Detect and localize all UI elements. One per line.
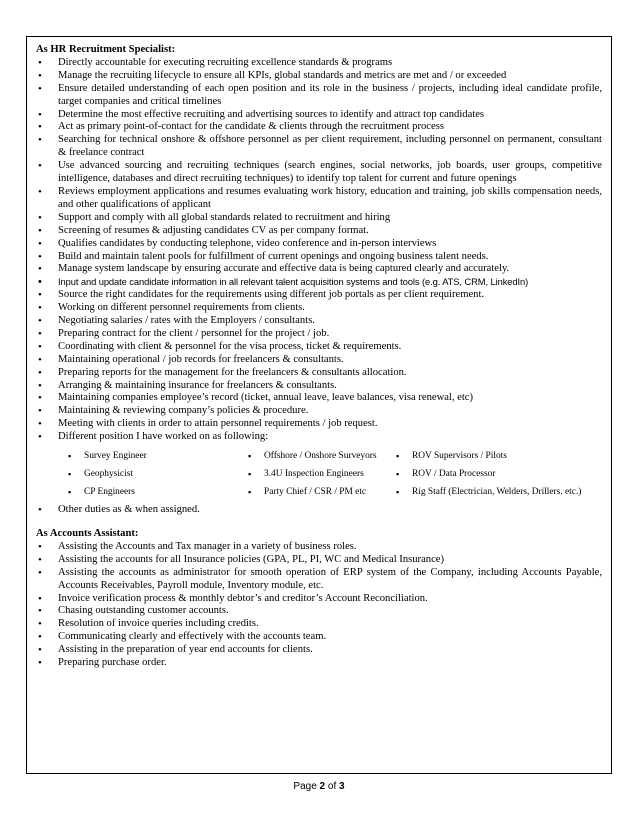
list-item: • Ensure detailed understanding of each open position and its role in the business / projects, including ideal candidate profile, target companies and critical timelines — [36, 83, 602, 109]
position-item: ▪ Party Chief / CSR / PM etc — [248, 486, 396, 498]
list-item: • Different position I have worked on as following: — [36, 431, 602, 444]
list-item: • Negotiating salaries / rates with the Employers / consultants. — [36, 315, 602, 328]
list-item: • Maintaining operational / job records for freelancers & consultants. — [36, 354, 602, 367]
list-item: • Assisting the accounts for all Insurance policies (GPA, PL, PI, WC and Medical Insurance) — [36, 554, 602, 567]
list-item: • Preparing reports for the management for the freelancers & consultants allocation. — [36, 367, 602, 380]
list-item: • Preparing contract for the client / personnel for the project / job. — [36, 328, 602, 341]
list-item: • Qualifies candidates by conducting telephone, video conference and in-person interviews — [36, 238, 602, 251]
position-item: ▪ Geophysicist — [68, 468, 248, 480]
list-item: • Maintaining & reviewing company’s policies & procedure. — [36, 405, 602, 418]
list-item: • Preparing purchase order. — [36, 657, 602, 670]
page-footer — [0, 781, 638, 792]
position-item: ▪ Rig Staff (Electrician, Welders, Drillers. etc.) — [396, 486, 630, 498]
position-item: ▪ CP Engineers — [68, 486, 248, 498]
list-item: • Directly accountable for executing recruiting excellence standards & programs — [36, 57, 602, 70]
page-total: 3 — [339, 781, 345, 792]
position-item: ▪ ROV Supervisors / Pilots — [396, 450, 630, 462]
list-item: • Chasing outstanding customer accounts. — [36, 605, 602, 618]
list-item: • Manage system landscape by ensuring accurate and effective data is being captured clearly and accurately. — [36, 263, 602, 276]
positions-grid — [68, 450, 602, 498]
list-item: • Searching for technical onshore & offshore personnel as per client requirement, including personnel on permanent, consultant & freelance contract — [36, 134, 602, 160]
list-item: • Arranging & maintaining insurance for freelancers & consultants. — [36, 380, 602, 393]
list-item: • Assisting the Accounts and Tax manager in a variety of business roles. — [36, 541, 602, 554]
hr-duties-list-end — [36, 504, 602, 517]
hr-section-heading: As HR Recruitment Specialist: — [36, 44, 176, 55]
list-item: • Maintaining companies employee’s record (ticket, annual leave, leave balances, visa renewal, etc) — [36, 392, 602, 405]
list-item: • Invoice verification process & monthly debtor’s and creditor’s Account Reconciliation. — [36, 593, 602, 606]
list-item: • Manage the recruiting lifecycle to ensure all KPIs, global standards and metrics are met and / or exceeded — [36, 70, 602, 83]
position-item: ▪ Offshore / Onshore Surveyors — [248, 450, 396, 462]
accounts-section-heading: As Accounts Assistant: — [36, 528, 139, 539]
position-item: ▪ 3.4U Inspection Engineers — [248, 468, 396, 480]
list-item: • Other duties as & when assigned. — [36, 504, 602, 517]
list-item: • Assisting in the preparation of year end accounts for clients. — [36, 644, 602, 657]
list-item: • Resolution of invoice queries including credits. — [36, 618, 602, 631]
list-item: • Use advanced sourcing and recruiting techniques (search engines, social networks, job boards, user groups, competitive intelligence, databases and direct recruiting techniques) to identify top talent for current and future openings — [36, 160, 602, 186]
list-item: • Coordinating with client & personnel for the visa process, ticket & requirements. — [36, 341, 602, 354]
list-item: • Support and comply with all global standards related to recruitment and hiring — [36, 212, 602, 225]
page-number: 2 — [319, 781, 326, 792]
list-item: • Source the right candidates for the requirements using different job portals as per client requirement. — [36, 289, 602, 302]
hr-duties-list — [36, 57, 602, 444]
list-item: • Act as primary point-of-contact for the candidate & clients through the recruitment process — [36, 121, 602, 134]
list-item: • Working on different personnel requirements from clients. — [36, 302, 602, 315]
list-item: • Assisting the accounts as administrator for smooth operation of ERP system of the Company, including Accounts Payable, Accounts Receivables, Payroll module, Inventory module, etc. — [36, 567, 602, 593]
position-item: ▪ Survey Engineer — [68, 450, 248, 462]
list-item: • Screening of resumes & adjusting candidates CV as per company format. — [36, 225, 602, 238]
list-item: • Reviews employment applications and resumes evaluating work history, education and training, job skills compensation needs, and other qualifications of applicant — [36, 186, 602, 212]
page-label: Page — [293, 781, 317, 792]
list-item: • Build and maintain talent pools for fulfillment of current openings and ongoing business talent needs. — [36, 251, 602, 264]
page-of-label: of — [327, 781, 337, 792]
section-gap — [36, 517, 602, 528]
list-item: • Determine the most effective recruiting and advertising sources to identify and attract top candidates — [36, 109, 602, 122]
list-item: • Communicating clearly and effectively with the accounts team. — [36, 631, 602, 644]
document-body — [36, 44, 602, 670]
accounts-duties-list — [36, 541, 602, 670]
position-item: ▪ ROV / Data Processor — [396, 468, 630, 480]
list-item: • Input and update candidate information in all relevant talent acquisition systems and tools (e.g. ATS, CRM, LinkedIn) — [36, 276, 602, 289]
list-item: • Meeting with clients in order to attain personnel requirements / job request. — [36, 418, 602, 431]
